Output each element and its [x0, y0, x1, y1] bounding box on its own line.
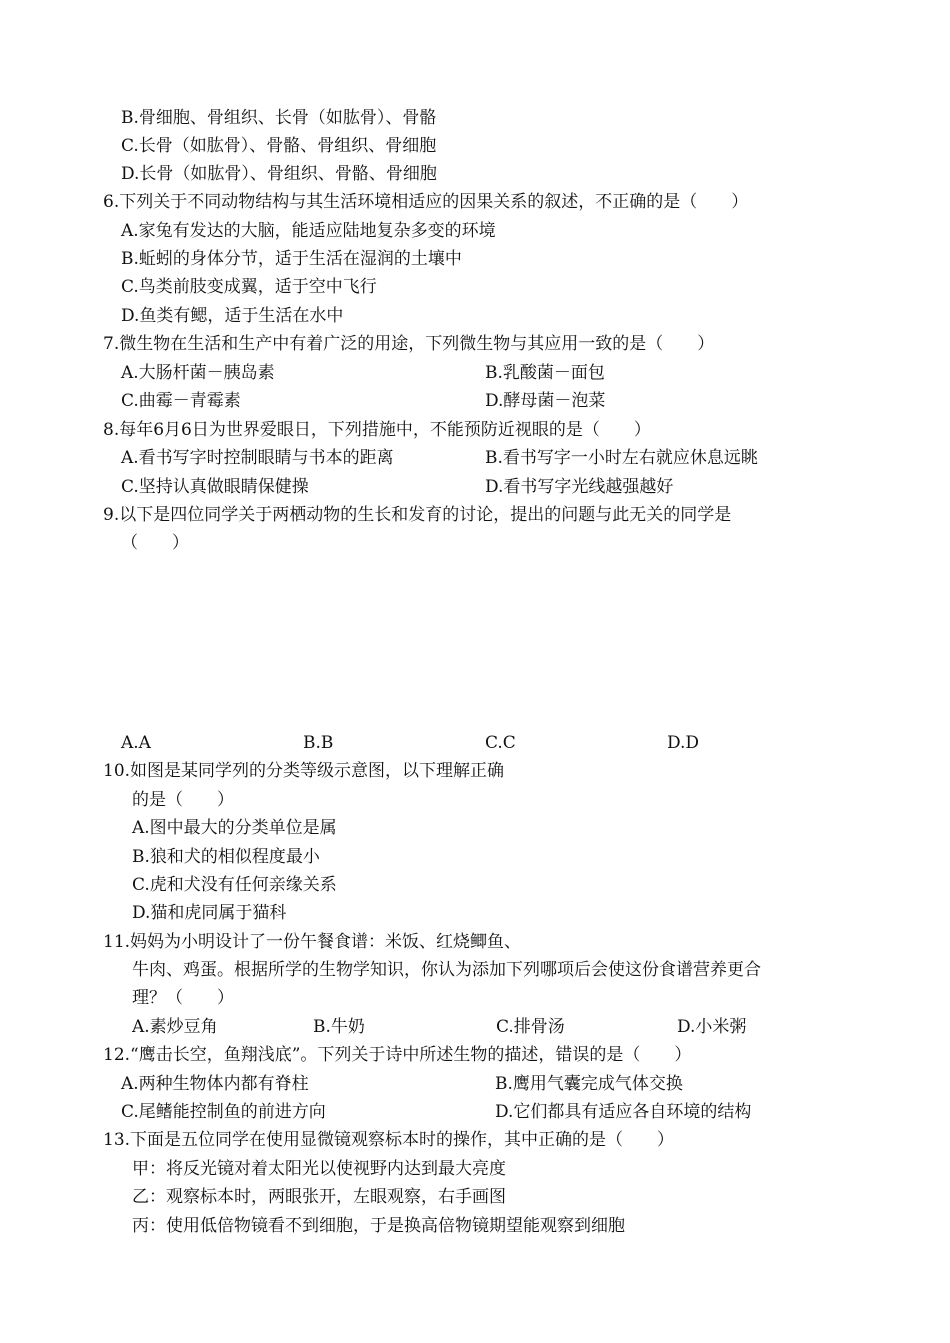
q8-option-b: B.看书写字一小时左右就应休息远眺 — [485, 448, 758, 468]
q11-option-b: B.牛奶 — [313, 1017, 365, 1037]
q11-stem-line3: 理？（ ） — [132, 988, 234, 1008]
q9-option-d: D.D — [667, 733, 700, 753]
q9-answer-paren: （ ） — [121, 533, 189, 553]
q13-stem: 13.下面是五位同学在使用显微镜观察标本时的操作，其中正确的是（ ） — [103, 1130, 675, 1150]
q12-option-b: B.鹰用气囊完成气体交换 — [495, 1074, 683, 1094]
q6-stem: 6.下列关于不同动物结构与其生活环境相适应的因果关系的叙述，不正确的是（ ） — [103, 192, 749, 212]
q7-option-d: D.酵母菌－泡菜 — [485, 391, 606, 411]
q10-option-b: B.狼和犬的相似程度最小 — [132, 847, 320, 867]
q8-option-a: A.看书写字时控制眼睛与书本的距离 — [121, 448, 394, 468]
q9-option-c: C.C — [485, 733, 516, 753]
q10-option-d: D.猫和虎同属于猫科 — [132, 903, 287, 923]
q11-option-d: D.小米粥 — [677, 1017, 747, 1037]
q11-stem-line1: 11.妈妈为小明设计了一份午餐食谱：米饭、红烧鲫鱼、 — [103, 932, 522, 952]
q11-stem-line2: 牛肉、鸡蛋。根据所学的生物学知识，你认为添加下列哪项后会使这份食谱营养更合 — [132, 960, 761, 980]
q8-option-c: C.坚持认真做眼睛保健操 — [121, 477, 309, 497]
q9-option-a: A.A — [121, 733, 151, 753]
q10-option-c: C.虎和犬没有任何亲缘关系 — [132, 875, 337, 895]
q7-option-c: C.曲霉－青霉素 — [121, 391, 241, 411]
q6-option-d: D.鱼类有鳃，适于生活在水中 — [121, 306, 344, 326]
q9-option-b: B.B — [303, 733, 334, 753]
q5-option-b: B.骨细胞、骨组织、长骨（如肱骨）、骨骼 — [121, 108, 437, 128]
q7-stem: 7.微生物在生活和生产中有着广泛的用途，下列微生物与其应用一致的是（ ） — [103, 334, 715, 354]
q8-option-d: D.看书写字光线越强越好 — [485, 477, 674, 497]
q10-option-a: A.图中最大的分类单位是属 — [132, 818, 337, 838]
q8-stem: 8.每年6月6日为世界爱眼日，下列措施中，不能预防近视眼的是（ ） — [103, 420, 651, 440]
q7-option-b: B.乳酸菌－面包 — [485, 363, 605, 383]
q10-stem-line2: 的是（ ） — [132, 790, 234, 810]
q13-item-jia: 甲：将反光镜对着太阳光以使视野内达到最大亮度 — [132, 1159, 506, 1179]
q12-option-d: D.它们都具有适应各自环境的结构 — [495, 1102, 752, 1122]
q6-option-b: B.蚯蚓的身体分节，适于生活在湿润的土壤中 — [121, 249, 462, 269]
q12-option-a: A.两种生物体内都有脊柱 — [121, 1074, 309, 1094]
q13-item-bing: 丙：使用低倍物镜看不到细胞，于是换高倍物镜期望能观察到细胞 — [132, 1216, 625, 1236]
q10-stem-line1: 10.如图是某同学列的分类等级示意图，以下理解正确 — [103, 761, 505, 781]
q5-option-d: D.长骨（如肱骨）、骨组织、骨骼、骨细胞 — [121, 164, 437, 184]
q6-option-a: A.家兔有发达的大脑，能适应陆地复杂多变的环境 — [121, 221, 496, 241]
q9-stem: 9.以下是四位同学关于两栖动物的生长和发育的讨论，提出的问题与此无关的同学是 — [103, 505, 732, 525]
q12-stem: 12.“鹰击长空，鱼翔浅底”。下列关于诗中所述生物的描述，错误的是（ ） — [103, 1045, 692, 1065]
q5-option-c: C.长骨（如肱骨）、骨骼、骨组织、骨细胞 — [121, 136, 437, 156]
q6-option-c: C.鸟类前肢变成翼，适于空中飞行 — [121, 277, 377, 297]
q11-option-a: A.素炒豆角 — [132, 1017, 218, 1037]
q12-option-c: C.尾鳍能控制鱼的前进方向 — [121, 1102, 326, 1122]
q11-option-c: C.排骨汤 — [496, 1017, 565, 1037]
q13-item-yi: 乙：观察标本时，两眼张开，左眼观察，右手画图 — [132, 1187, 506, 1207]
q7-option-a: A.大肠杆菌－胰岛素 — [121, 363, 275, 383]
